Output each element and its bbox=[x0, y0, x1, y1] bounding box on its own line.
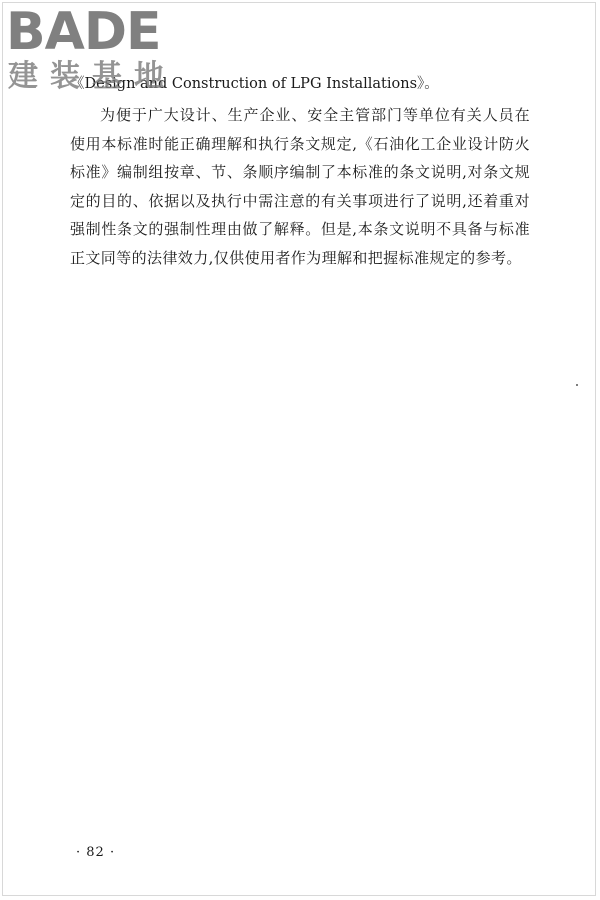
explanation-paragraph: 为便于广大设计、生产企业、安全主管部门等单位有关人员在使用本标准时能正确理解和执行条文规定,《石油化工企业设计防火标准》编制组按章、节、条顺序编制了本标准的条文说明,对条文规定的目的、依据以及执行中需注意的有关事项进行了说明,还着重对强制性条文的强制性理由做了解释。但是,本条文说明不具备与标准正文同等的法律效力,仅供使用者作为理解和把握标准规定的参考。 bbox=[70, 106, 530, 267]
watermark-latin-text: BADE bbox=[6, 2, 161, 62]
continued-reference-line: 《Design and Construction of LPG Installations》。 bbox=[70, 76, 439, 92]
page-number: · 82 · bbox=[76, 845, 116, 860]
bade-watermark-logo bbox=[6, 4, 176, 96]
watermark-cjk-text: 建装基地 bbox=[8, 59, 176, 94]
scan-speck bbox=[576, 384, 578, 386]
